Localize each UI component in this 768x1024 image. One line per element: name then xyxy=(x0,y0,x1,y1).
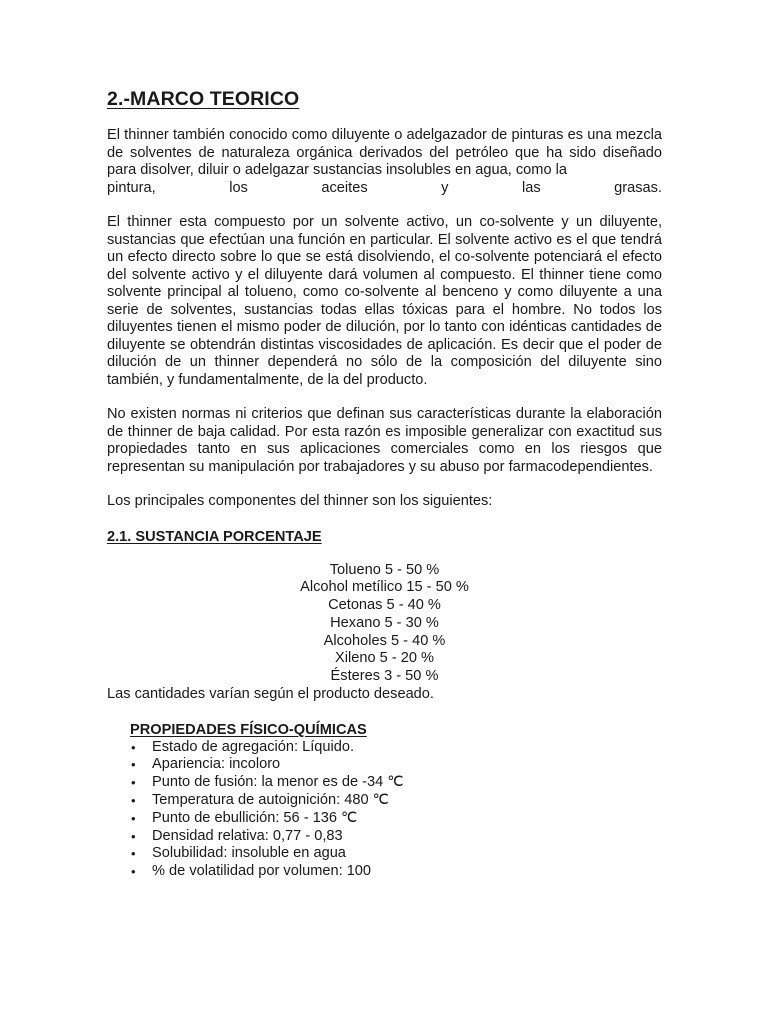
property-item xyxy=(107,828,662,846)
component-item: Alcoholes 5 - 40 % xyxy=(323,632,446,649)
bullet-icon: • xyxy=(131,810,136,826)
property-item xyxy=(107,739,662,757)
bullet-icon: • xyxy=(131,739,136,755)
properties-section xyxy=(130,721,662,881)
property-item xyxy=(107,756,662,774)
subsection-title-sustancia-porcentaje: 2.1. SUSTANCIA PORCENTAJE xyxy=(107,528,322,545)
bullet-icon: • xyxy=(131,864,136,880)
bullet-icon: • xyxy=(131,775,136,791)
components-list xyxy=(107,562,662,687)
property-text: Estado de agregación: Líquido. xyxy=(152,738,355,755)
property-text: Temperatura de autoignición: 480 ℃ xyxy=(152,791,390,808)
bullet-icon: • xyxy=(131,792,136,808)
component-item: Hexano 5 - 30 % xyxy=(330,614,439,631)
bullet-icon: • xyxy=(131,846,136,862)
property-text: Punto de fusión: la menor es de -34 ℃ xyxy=(152,774,404,791)
document-content xyxy=(107,88,662,881)
property-item xyxy=(107,810,662,828)
bullet-icon: • xyxy=(131,757,136,773)
section-heading: 2.-MARCO TEORICO xyxy=(107,88,300,110)
properties-list xyxy=(107,739,662,881)
property-item xyxy=(107,774,662,792)
property-text: Densidad relativa: 0,77 - 0,83 xyxy=(152,827,343,844)
bullet-icon: • xyxy=(131,828,136,844)
property-text: Punto de ebullición: 56 - 136 ℃ xyxy=(152,809,358,826)
paragraph-intro: El thinner también conocido como diluyente o adelgazador de pinturas es una mezcla de solventes de naturaleza orgánica derivados del petróleo que ha sido diseñado para disolver, diluir o adelgazar sustancias insolubles en agua, como la xyxy=(107,127,662,178)
quantities-note: Las cantidades varían según el producto deseado. xyxy=(107,686,434,703)
property-item xyxy=(107,845,662,863)
property-item xyxy=(107,792,662,810)
component-item: Ésteres 3 - 50 % xyxy=(330,668,439,685)
paragraph-components-intro: Los principales componentes del thinner son los siguientes: xyxy=(107,493,493,509)
component-item: Cetonas 5 - 40 % xyxy=(328,597,441,614)
component-item: Xileno 5 - 20 % xyxy=(335,650,434,667)
paragraph-intro-last-line: pintura, los aceites y las grasas. xyxy=(107,179,662,196)
property-item xyxy=(107,863,662,881)
component-item: Alcohol metílico 15 - 50 % xyxy=(300,579,469,596)
property-text: Apariencia: incoloro xyxy=(152,756,281,773)
property-text: % de volatilidad por volumen: 100 xyxy=(152,863,372,880)
properties-title: PROPIEDADES FÍSICO-QUÍMICAS xyxy=(130,721,367,738)
property-text: Solubilidad: insoluble en agua xyxy=(152,845,346,862)
component-item: Tolueno 5 - 50 % xyxy=(329,561,440,578)
paragraph-standards: No existen normas ni criterios que definan sus características durante la elaboración de thinner de baja calidad. Por esta razón es imposible generalizar con exactitud sus propiedades tanto en sus aplicaciones comerciales como en los riesgos que representan su manipulación por trabajadores y su abuso por farmacodependientes. xyxy=(107,406,662,475)
paragraph-composition: El thinner esta compuesto por un solvente activo, un co-solvente y un diluyente, sustancias que efectúan una función en particular. El solvente activo es el que tendrá un efecto directo sobre lo que se está disolviendo, el co-solvente potenciará el efecto del solvente activo y el diluyente dará volumen al compuesto. El thinner tiene como solvente principal al tolueno, como co-solvente al benceno y como diluyente a una serie de solventes, sustancias todas ellas tóxicas para el hombre. No todos los diluyentes tienen el mismo poder de dilución, por lo tanto con idénticas cantidades de diluyente se obtendrán distintas viscosidades de aplicación. Es decir que el poder de dilución de un thinner dependerá no sólo de la composición del diluyente sino también, y fundamentalmente, de la del producto. xyxy=(107,214,662,388)
